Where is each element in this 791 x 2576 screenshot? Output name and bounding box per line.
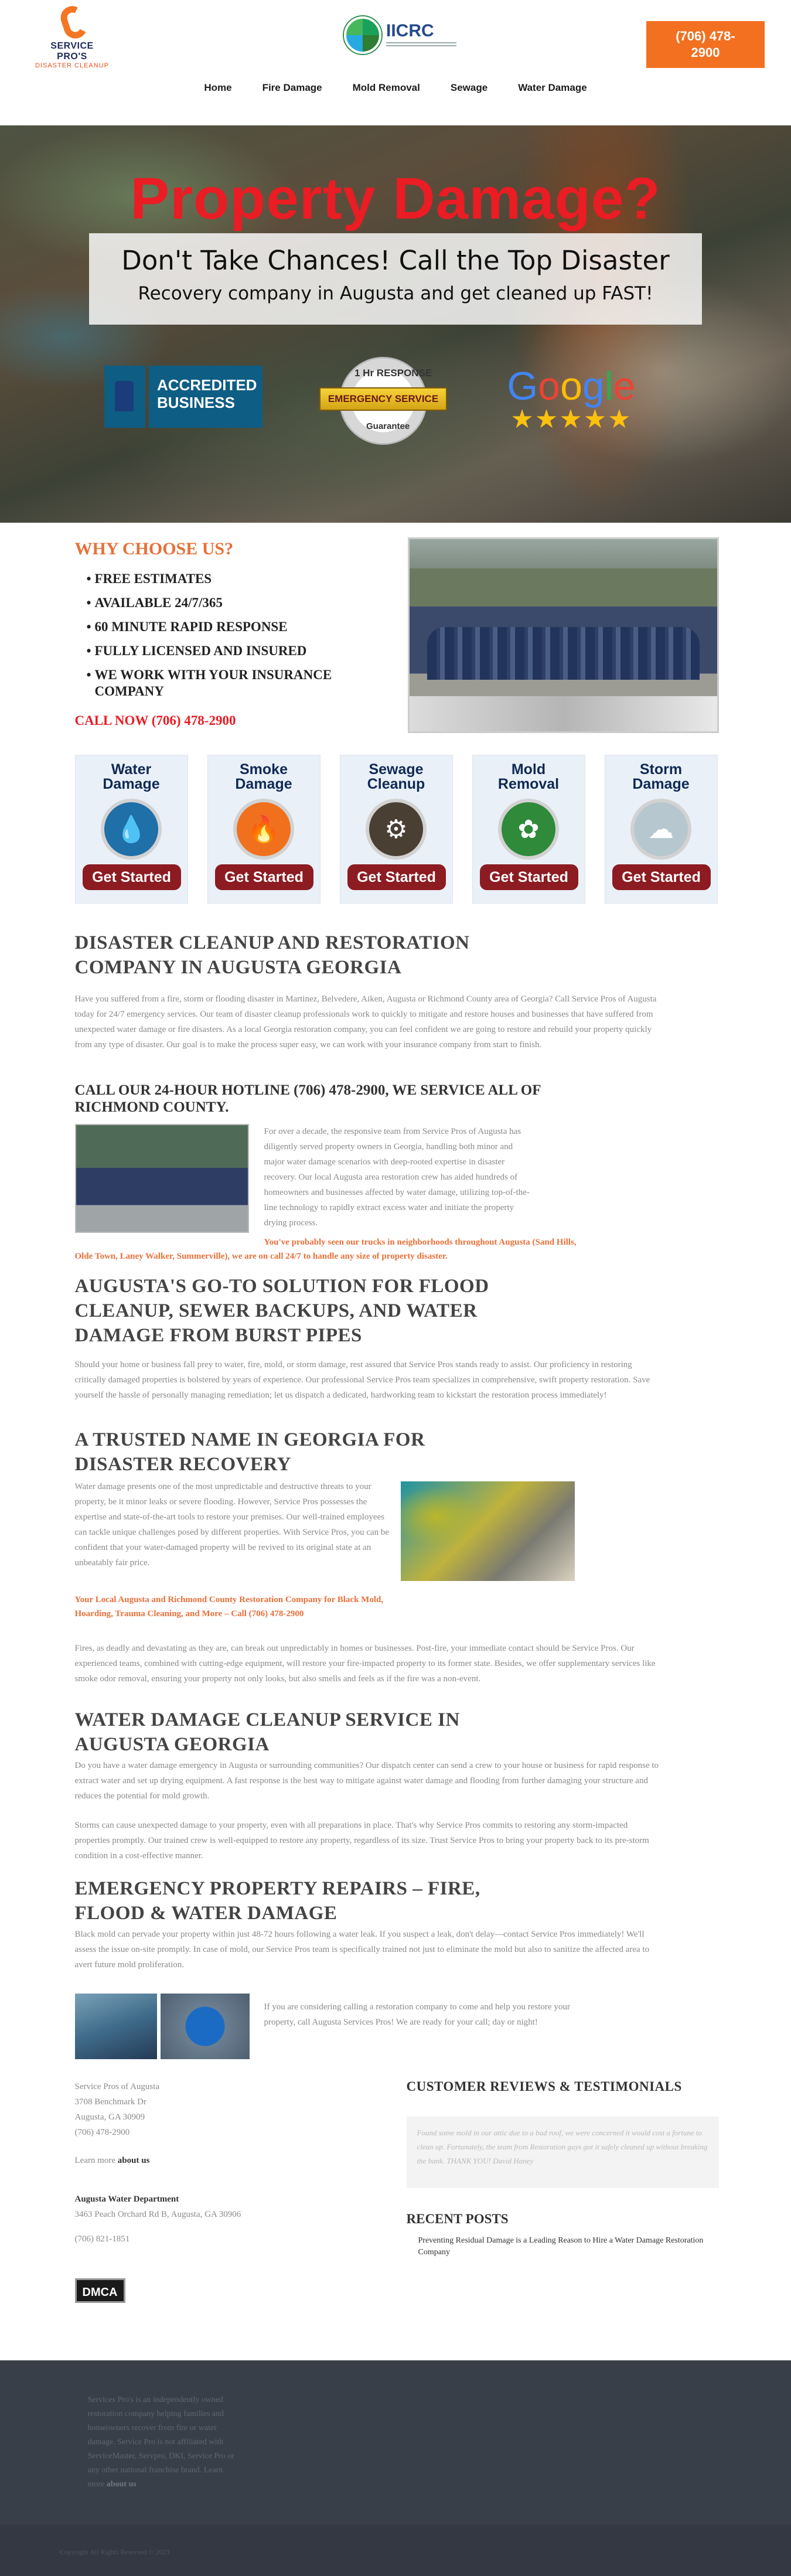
learn-more-line xyxy=(75,2153,321,2168)
get-started-button[interactable]: Get Started xyxy=(215,864,313,890)
section-body: Should your home or business fall prey to water, fire, mold, or storm damage, rest assured that Service Pros stands ready to assist. Our proficiency in restoring critically damaged properties is bolstered by years of experience. Our professional Service Pros team specializes in comprehensive, swift property restoration. Save yourself the hassle of personally managing remediation; let us dispatch a dedicated, hardworking team to kickstart the restoration process immediately! xyxy=(74,1360,650,1400)
service-label: Damage xyxy=(632,776,690,792)
testimonial-card: Found some mold in our attic due to a bad roof, we were concerned it would cost a fortune to clean up. Fortunately, the team from Restoration guys got it safely cleaned up without breaking the bank. THANK YOU! David Haney xyxy=(407,2117,719,2188)
nav-item-home[interactable]: Home xyxy=(204,82,232,93)
why-item: • FREE ESTIMATES xyxy=(87,571,362,587)
footer-widgets xyxy=(75,2079,717,2360)
five-stars-icon: ★★★★★ xyxy=(510,405,632,434)
nav-item-mold-removal[interactable]: Mold Removal xyxy=(352,82,420,93)
section-title: EMERGENCY PROPERTY REPAIRS – FIRE, FLOOD & WATER DAMAGE xyxy=(74,1878,480,1924)
get-started-button[interactable]: Get Started xyxy=(612,864,711,890)
main-nav xyxy=(0,82,791,94)
google-rating-badge xyxy=(501,364,642,434)
learn-more-text: Learn more xyxy=(74,2156,116,2165)
service-card-water-damage[interactable] xyxy=(75,755,188,904)
why-choose-us-section xyxy=(75,523,717,755)
iicrc-globe-icon xyxy=(344,16,381,54)
service-card-sewage-cleanup[interactable] xyxy=(340,755,453,904)
service-label: Smoke xyxy=(240,761,288,778)
hero-title: Property Damage? xyxy=(130,166,661,231)
air-mover-photo xyxy=(161,1994,250,2059)
highlight-text: You've probably seen our trucks in neighborhoods throughout Augusta (Sand Hills, Olde Town, Laney Walker, Summerville), we are on call 24/7 to handle any size of property disaster. xyxy=(74,1238,577,1261)
pipe-icon: ⚙ xyxy=(366,799,427,860)
section-highlight xyxy=(75,1235,579,1263)
bbb-line2: BUSINESS xyxy=(157,394,235,411)
footer-disclaimer-text: Services Pro's is an independently owned restoration company helping families and homeowners recover from fire or water damage. Service Pro is not affiliated with ServiceMaster, Servpro, DKI, Service Pro or any other national franchise brand. Learn more xyxy=(87,2396,235,2489)
section-title: AUGUSTA'S GO-TO SOLUTION FOR FLOOD CLEANUP, SEWER BACKUPS, AND WATER DAMAGE FROM BURST PIPES xyxy=(74,1276,489,1346)
logo-line2: DISASTER CLEANUP xyxy=(35,62,110,69)
section-body: Have you suffered from a fire, storm or flooding disaster in Martinez, Belvedere, Aiken, Augusta or Richmond County area of Georgia? Call Service Pros of Augusta today for 24/7 emergency services. Our team of disaster cleanup professionals work to quickly to mitigate and restore houses and businesses that have suffered from unexpected water damage or fire disasters. As a local Georgia restoration company, you can feel confident we are going to restore and rebuild your property quickly from any type of disaster. Our goal is to make the process super easy, we can work with your insurance company from start to finish. xyxy=(74,994,657,1050)
recent-posts-title: RECENT POSTS xyxy=(406,2212,509,2226)
google-wordmark: Google xyxy=(507,364,636,408)
hero-tagline-line1: Don't Take Chances! Call the Top Disaster xyxy=(121,245,670,276)
badge-top-text: 1 Hr RESPONSE xyxy=(354,367,432,379)
section-body: Black mold can pervade your property within just 48-72 hours following a water leak. If you suspect a leak, don't delay—contact Service Pros immediately! We'll assess the issue on-site promptly. In case of mold, our Service Pros team is specifically trained not just to eliminate the mold but also to sanitize the affected area to avert future mold proliferation. xyxy=(74,1930,650,1970)
service-label: Removal xyxy=(497,776,560,792)
section-body: Storms can cause unexpected damage to your property, even with all preparations in place. That's why Service Pros commits to restoring any storm-impacted properties promptly. Our trained crew is well-equipped to restore any property, regardless of its size. Trust Service Pros to bring your property back to its pre-storm condition in a cost-effective manner. xyxy=(74,1821,649,1861)
bbb-accredited-badge xyxy=(104,366,262,428)
about-us-link[interactable]: about us xyxy=(117,2156,150,2165)
bbb-line1: ACCREDITED xyxy=(157,376,257,394)
badge-bottom-text: Guarantee xyxy=(366,421,410,431)
reviews-widget xyxy=(407,2079,719,2258)
why-item: • AVAILABLE 24/7/365 xyxy=(87,595,362,611)
dept-title: Augusta Water Department xyxy=(74,2195,179,2204)
hero-tagline-band xyxy=(89,233,702,325)
technician-photo xyxy=(75,1994,157,2059)
team-photo xyxy=(408,537,719,733)
why-title: WHY CHOOSE US? xyxy=(74,539,234,558)
call-now-link[interactable]: CALL NOW (706) 478-2900 xyxy=(74,713,236,728)
section-subtitle: CALL OUR 24-HOUR HOTLINE (706) 478-2900, WE SERVICE ALL OF RICHMOND COUNTY. xyxy=(74,1082,541,1115)
dept-address: 3463 Peach Orchard Rd B, Augusta, GA 30906 xyxy=(74,2210,241,2219)
service-label: Mold xyxy=(511,761,546,778)
contact-name: Service Pros of Augusta xyxy=(74,2082,160,2091)
section-title: A TRUSTED NAME IN GEORGIA FOR DISASTER RECOVERY xyxy=(74,1429,425,1475)
main-content xyxy=(75,931,717,2079)
why-item: • 60 MINUTE RAPID RESPONSE xyxy=(87,619,362,635)
contact-phone[interactable]: (706) 478-2900 xyxy=(74,2128,130,2137)
dept-phone[interactable]: (706) 821-1851 xyxy=(74,2234,130,2244)
logo-s-icon xyxy=(54,6,90,41)
site-logo[interactable] xyxy=(34,6,110,69)
team-photo-small xyxy=(75,1124,249,1233)
why-item: • FULLY LICENSED AND INSURED xyxy=(87,643,362,659)
section-body: For over a decade, the responsive team from Service Pros of Augusta has diligently served property owners in Georgia, handling both minor and major water damage scenarios with deep-rooted expertise in disaster recovery. Our local Augusta area restoration crew has aided hundreds of homeowners and businesses affected by water damage, utilizing top-of-the-line technology to rapidly extract excess water and initiate the property drying process. xyxy=(264,1127,530,1228)
service-label: Cleanup xyxy=(367,776,425,792)
dmca-badge[interactable]: DMCA xyxy=(75,2278,125,2303)
site-footer xyxy=(0,2360,791,2576)
reviews-title: CUSTOMER REVIEWS & TESTIMONIALS xyxy=(406,2079,682,2094)
get-started-button[interactable]: Get Started xyxy=(347,864,446,890)
mold-icon: ✿ xyxy=(498,799,559,860)
iicrc-certification-logo xyxy=(344,16,438,57)
section-title: WATER DAMAGE CLEANUP SERVICE IN AUGUSTA GEORGIA xyxy=(74,1709,460,1755)
service-label: Damage xyxy=(235,776,292,792)
get-started-button[interactable]: Get Started xyxy=(83,864,181,890)
section-body: Fires, as deadly and devastating as they are, can break out unpredictably in homes or businesses. Post-fire, your immediate contact should be Service Pros. Our experienced teams, combined with cutting-edge equipment, will restore your fire-impacted property to its former state. Besides, we offer supplementary services like smoke odor removal, ensuring your property not only looks, but also smells and feels as if the fire was a non-event. xyxy=(74,1644,656,1684)
header-phone-button[interactable] xyxy=(646,21,765,68)
header-phone-line1: (706) 478- xyxy=(676,29,735,43)
logo-line1: SERVICE PRO'S xyxy=(50,41,94,62)
nav-item-sewage[interactable]: Sewage xyxy=(450,82,488,93)
service-label: Damage xyxy=(103,776,160,792)
service-card-mold-removal[interactable] xyxy=(472,755,585,904)
iicrc-label: IICRC xyxy=(386,21,434,40)
footer-bottom-bar xyxy=(0,2524,791,2576)
flame-icon: 🔥 xyxy=(233,799,294,860)
service-card-storm-damage[interactable] xyxy=(605,755,718,904)
contact-widget xyxy=(75,2079,321,2303)
footer-disclaimer xyxy=(88,2393,241,2492)
service-label: Storm xyxy=(639,761,683,778)
get-started-button[interactable]: Get Started xyxy=(480,864,578,890)
hero-tagline-line2: Recovery company in Augusta and get cleaned up FAST! xyxy=(138,283,653,304)
site-header xyxy=(0,0,791,125)
badge-ribbon-text: EMERGENCY SERVICE xyxy=(319,387,447,411)
section-body: Do you have a water damage emergency in Augusta or surrounding communities? Our dispatch center can send a crew to your house or business for rapid response to extract water and set up drying equipment. A fast response is the best way to mitigate against water damage and flooding from further damaging your structure and reduces the potential for mold growth. xyxy=(74,1761,659,1801)
storm-cloud-icon: ☁ xyxy=(630,799,691,860)
nav-item-fire-damage[interactable]: Fire Damage xyxy=(262,82,322,93)
service-label: Sewage xyxy=(369,761,424,778)
nav-item-water-damage[interactable]: Water Damage xyxy=(518,82,587,93)
emergency-service-badge xyxy=(319,357,447,462)
why-list xyxy=(87,571,362,707)
contact-street: 3708 Benchmark Dr xyxy=(74,2097,146,2107)
recent-post-link[interactable]: Preventing Residual Damage is a Leading Reason to Hire a Water Damage Restoration Company xyxy=(418,2236,704,2257)
service-card-smoke-damage[interactable] xyxy=(207,755,321,904)
section-title: DISASTER CLEANUP AND RESTORATION COMPANY IN AUGUSTA GEORGIA xyxy=(74,932,470,978)
service-label: Water xyxy=(111,761,152,778)
copyright-text: Copyright All Rights Reserved © 2023 xyxy=(60,2548,170,2556)
why-item: • WE WORK WITH YOUR INSURANCE COMPANY xyxy=(87,667,362,700)
section-body: If you are considering calling a restoration company to come and help you restore your property, call Augusta Services Pros! We are ready for your call; day or night! xyxy=(264,2002,570,2027)
services-row xyxy=(75,755,717,931)
section-body: Water damage presents one of the most unpredictable and destructive threats to your property, be it minor leaks or severe flooding. However, Service Pros possesses the expertise and state-of-the-art tools to restore your premises. Our well-trained employees can tackle unique challenges posed by different properties. With Service Pros, you can be confident that your water-damaged property will be revived to its original state at an unbeatably fair price. xyxy=(74,1482,390,1568)
hose-equipment-photo xyxy=(401,1481,575,1581)
contact-city: Augusta, GA 30909 xyxy=(74,2112,145,2122)
bbb-torch-icon xyxy=(104,366,145,428)
water-drop-icon: 💧 xyxy=(101,799,162,860)
hero-banner xyxy=(0,125,791,523)
section-highlight: Your Local Augusta and Richmond County Restoration Company for Black Mold, Hoarding, Trauma Cleaning, and More – Call (706) 478-2900 xyxy=(74,1595,384,1618)
header-phone-line2: 2900 xyxy=(691,45,720,60)
footer-about-link[interactable]: about us xyxy=(106,2480,137,2489)
